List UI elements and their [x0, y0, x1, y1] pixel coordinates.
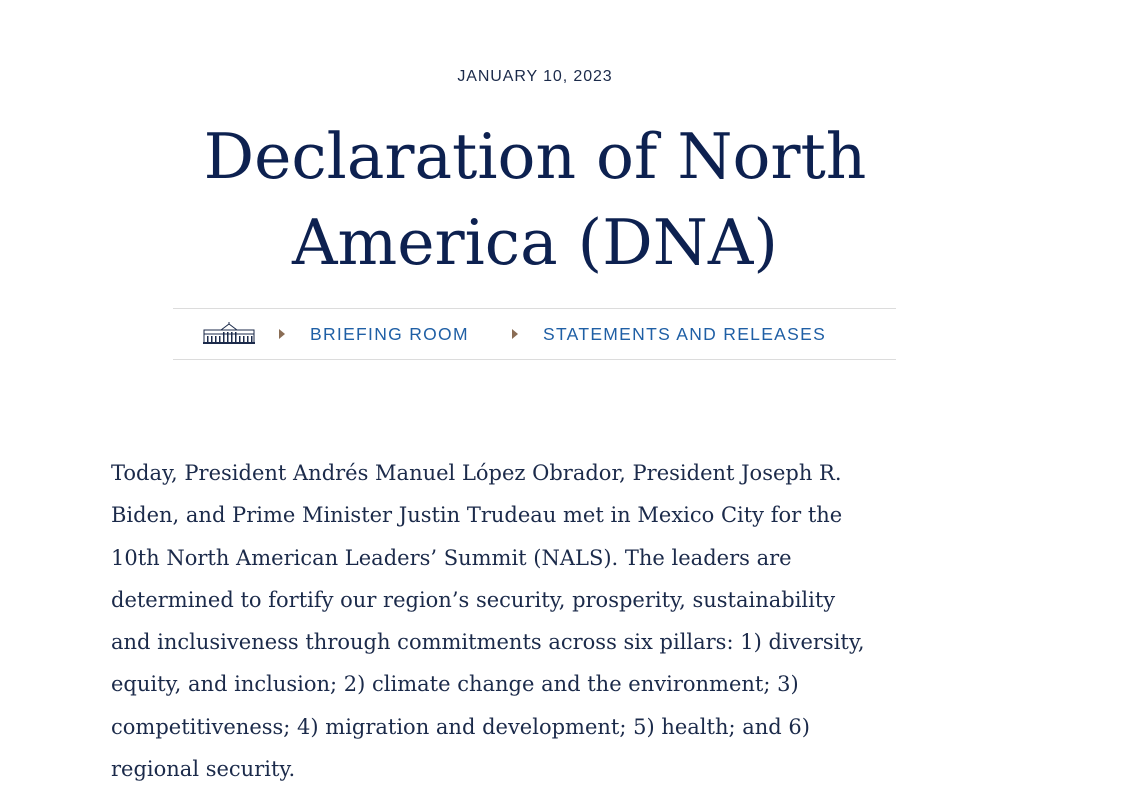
paragraph-line: equity, and inclusion; 2) climate change and the environment; 3): [111, 672, 799, 697]
paragraph-line: 10th North American Leaders’ Summit (NALS). The leaders are: [111, 545, 792, 570]
white-house-icon[interactable]: [203, 321, 255, 345]
breadcrumb-arrow-icon: [279, 329, 285, 339]
breadcrumb: [173, 308, 896, 360]
page-title: [0, 114, 1070, 286]
title-line-1: Declaration of North: [203, 120, 867, 193]
breadcrumb-briefing-room[interactable]: BRIEFING ROOM: [310, 324, 469, 344]
breadcrumb-statements-and-releases[interactable]: STATEMENTS AND RELEASES: [543, 324, 827, 344]
paragraph-line: regional security.: [111, 757, 296, 782]
paragraph-line: competitiveness; 4) migration and development; 5) health; and 6): [111, 714, 810, 739]
paragraph-line: and inclusiveness through commitments across six pillars: 1) diversity,: [111, 630, 865, 655]
paragraph-line: determined to fortify our region’s security, prosperity, sustainability: [111, 587, 836, 612]
paragraph-line: Today, President Andrés Manuel López Obrador, President Joseph R.: [111, 461, 842, 485]
breadcrumb-arrow-icon: [512, 329, 518, 339]
title-line-2: America (DNA): [292, 206, 778, 279]
article-paragraph: [111, 452, 951, 790]
article-date: JANUARY 10, 2023: [457, 68, 613, 85]
paragraph-line: Biden, and Prime Minister Justin Trudeau met in Mexico City for the: [111, 503, 843, 528]
